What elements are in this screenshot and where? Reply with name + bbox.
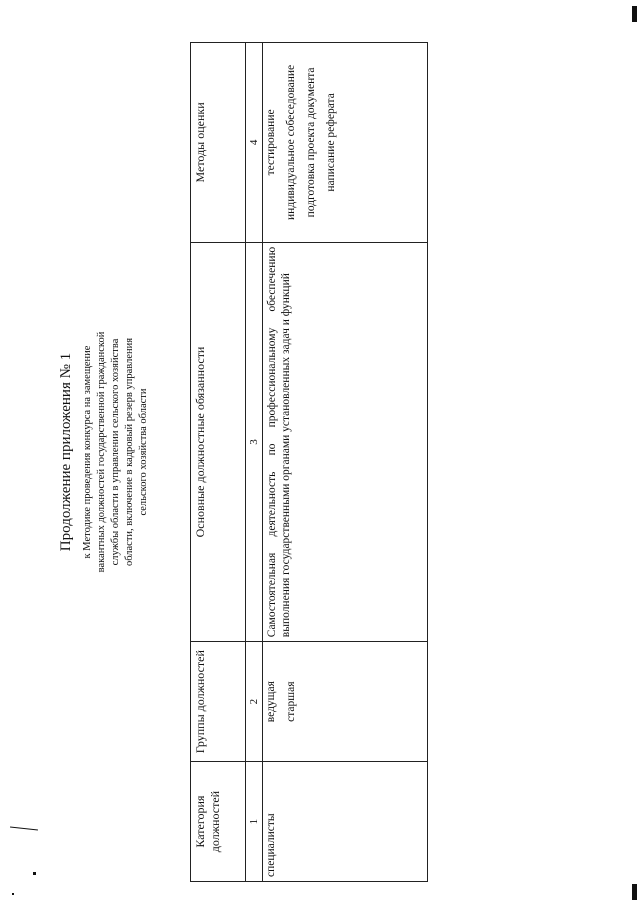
column-number-row: [246, 43, 263, 882]
group-item: ведущая: [265, 681, 277, 723]
rotated-page: [40, 22, 600, 882]
subtitle-line: сельского хозяйства области: [138, 388, 149, 516]
method-item: написание реферата: [325, 93, 337, 192]
scan-mark: [632, 6, 637, 22]
duties-table: [190, 42, 428, 882]
category-cell: специалисты: [263, 762, 428, 882]
header-groups: Группы должностей: [191, 642, 246, 762]
scan-mark: [632, 884, 637, 900]
scan-line: [10, 827, 38, 831]
column-number: 1: [246, 762, 263, 882]
groups-cell: [263, 642, 428, 762]
duties-cell: Самостоятельная деятельность по профессиональному обеспечению выполнения государственными органами установленных задач и функций: [263, 242, 428, 641]
header-duties: Основные должностные обязанности: [191, 242, 246, 641]
method-item: подготовка проекта документа: [305, 67, 317, 218]
method-item: индивидуальное собеседование: [285, 64, 297, 220]
group-item: старшая: [285, 681, 297, 722]
scan-dot: [12, 893, 14, 895]
column-number: 2: [246, 642, 263, 762]
subtitle-line: к Методике проведения конкурса на замещение: [82, 345, 93, 559]
document-heading: [58, 22, 151, 882]
method-item: тестирование: [265, 109, 277, 176]
column-number: 3: [246, 242, 263, 641]
subtitle-line: области, включение в кадровый резерв управления: [124, 337, 135, 567]
subtitle-line: вакантных должностей государственной гражданской: [96, 331, 107, 573]
subtitle-line: службы области в управлении сельского хозяйства: [110, 338, 121, 566]
table-row: [263, 43, 428, 882]
scan-dot: [33, 872, 36, 875]
appendix-title: Продолжение приложения № 1: [58, 352, 74, 552]
column-number: 4: [246, 43, 263, 243]
appendix-subtitle: [81, 22, 151, 882]
header-methods: Методы оценки: [191, 43, 246, 243]
header-category: Категория должностей: [191, 762, 246, 882]
table-header-row: [191, 43, 246, 882]
methods-cell: [263, 43, 428, 243]
